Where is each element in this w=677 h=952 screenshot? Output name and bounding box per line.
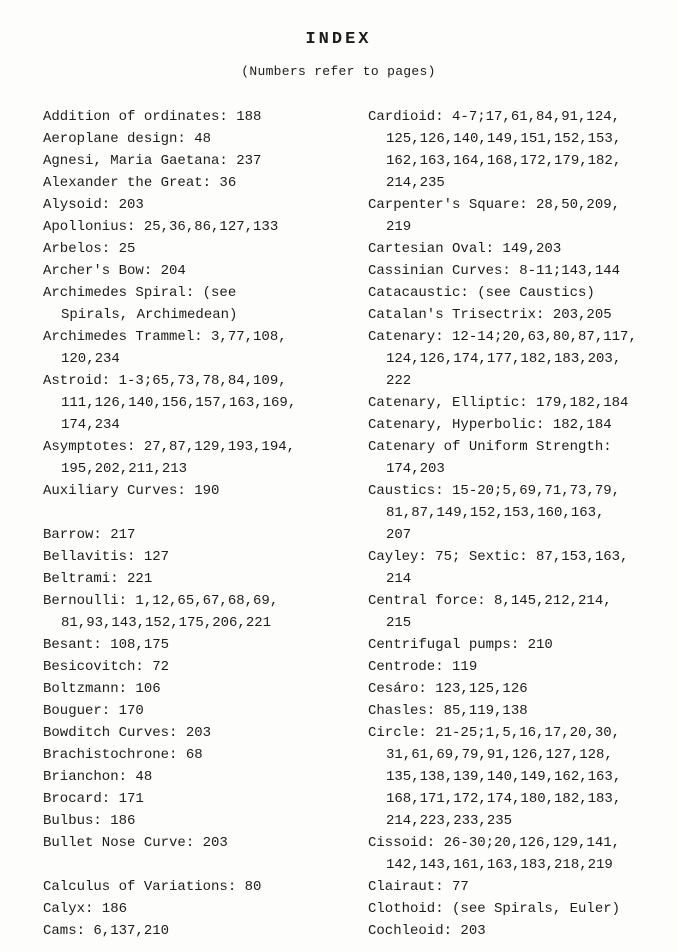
index-entry: Aeroplane design: 48	[43, 131, 212, 147]
index-entry: Agnesi, Maria Gaetana: 237	[43, 153, 262, 169]
index-entry: Cassinian Curves: 8-11;143,144	[368, 263, 621, 279]
index-entry: Brocard: 171	[43, 791, 144, 807]
index-entry: Archer's Bow: 204	[43, 263, 186, 279]
index-entry: Centrode: 119	[368, 659, 478, 675]
index-entry-continuation: 222	[386, 373, 412, 389]
index-entry: Besicovitch: 72	[43, 659, 170, 675]
index-entry-continuation: 124,126,174,177,182,183,203,	[386, 351, 622, 367]
index-entry: Bernoulli: 1,12,65,67,68,69,	[43, 593, 279, 609]
index-entry: Catenary, Elliptic: 179,182,184	[368, 395, 629, 411]
index-entry: Clairaut: 77	[368, 879, 469, 895]
index-entry: Auxiliary Curves: 190	[43, 483, 220, 499]
index-entry: Astroid: 1-3;65,73,78,84,109,	[43, 373, 287, 389]
index-entry: Carpenter's Square: 28,50,209,	[368, 197, 621, 213]
index-entry-continuation: 120,234	[61, 351, 120, 367]
index-entry-continuation: 219	[386, 219, 412, 235]
index-entry: Chasles: 85,119,138	[368, 703, 528, 719]
index-column-right	[368, 106, 668, 942]
index-entry: Bullet Nose Curve: 203	[43, 835, 228, 851]
index-entry: Bouguer: 170	[43, 703, 144, 719]
index-entry-continuation: 142,143,161,163,183,218,219	[386, 857, 613, 873]
index-entry: Circle: 21-25;1,5,16,17,20,30,	[368, 725, 621, 741]
index-entry: Calculus of Variations: 80	[43, 879, 262, 895]
index-entry-continuation: 207	[386, 527, 412, 543]
index-entry-continuation: 214,235	[386, 175, 445, 191]
index-entry: Beltrami: 221	[43, 571, 153, 587]
index-entry-continuation: 168,171,172,174,180,182,183,	[386, 791, 622, 807]
index-entry-continuation: 162,163,164,168,172,179,182,	[386, 153, 622, 169]
index-entry: Addition of ordinates: 188	[43, 109, 262, 125]
index-section-gap	[43, 854, 349, 876]
index-entry-continuation: 135,138,139,140,149,162,163,	[386, 769, 622, 785]
index-entry-continuation: 31,61,69,79,91,126,127,128,	[386, 747, 613, 763]
index-entry: Cayley: 75; Sextic: 87,153,163,	[368, 549, 629, 565]
index-entry: Brianchon: 48	[43, 769, 153, 785]
index-entry-continuation: 215	[386, 615, 412, 631]
index-entry: Catalan's Trisectrix: 203,205	[368, 307, 612, 323]
index-entry: Cochleoid: 203	[368, 923, 486, 939]
index-entry: Asymptotes: 27,87,129,193,194,	[43, 439, 296, 455]
index-entry: Boltzmann: 106	[43, 681, 161, 697]
index-entry-continuation: 214,223,233,235	[386, 813, 513, 829]
index-column-left	[43, 106, 349, 942]
page-title: INDEX	[305, 30, 372, 49]
index-entry: Caustics: 15-20;5,69,71,73,79,	[368, 483, 621, 499]
index-entry: Arbelos: 25	[43, 241, 136, 257]
page-subtitle: (Numbers refer to pages)	[241, 64, 436, 79]
index-entry: Alysoid: 203	[43, 197, 144, 213]
index-entry: Catenary, Hyperbolic: 182,184	[368, 417, 612, 433]
index-entry: Cartesian Oval: 149,203	[368, 241, 562, 257]
index-entry-continuation: 214	[386, 571, 412, 587]
index-entry: Catacaustic: (see Caustics)	[368, 285, 595, 301]
index-entry: Besant: 108,175	[43, 637, 170, 653]
index-entry: Catenary: 12-14;20,63,80,87,117,	[368, 329, 637, 345]
index-entry-continuation: 174,234	[61, 417, 120, 433]
index-entry: Brachistochrone: 68	[43, 747, 203, 763]
index-entry: Calyx: 186	[43, 901, 128, 917]
index-entry: Cardioid: 4-7;17,61,84,91,124,	[368, 109, 621, 125]
index-entry: Alexander the Great: 36	[43, 175, 237, 191]
index-entry-continuation: 174,203	[386, 461, 445, 477]
index-entry-continuation: 111,126,140,156,157,163,169,	[61, 395, 297, 411]
index-entry-continuation: Spirals, Archimedean)	[61, 307, 238, 323]
index-entry: Bulbus: 186	[43, 813, 136, 829]
index-entry: Apollonius: 25,36,86,127,133	[43, 219, 279, 235]
index-entry: Bellavitis: 127	[43, 549, 170, 565]
index-entry: Archimedes Spiral: (see	[43, 285, 237, 301]
index-entry-continuation: 81,93,143,152,175,206,221	[61, 615, 272, 631]
index-entry-continuation: 125,126,140,149,151,152,153,	[386, 131, 622, 147]
index-entry: Bowditch Curves: 203	[43, 725, 212, 741]
index-entry: Centrifugal pumps: 210	[368, 637, 553, 653]
index-entry: Catenary of Uniform Strength:	[368, 439, 612, 455]
index-entry: Barrow: 217	[43, 527, 136, 543]
index-entry: Cesáro: 123,125,126	[368, 681, 528, 697]
index-entry: Cissoid: 26-30;20,126,129,141,	[368, 835, 621, 851]
index-entry: Central force: 8,145,212,214,	[368, 593, 612, 609]
index-entry: Archimedes Trammel: 3,77,108,	[43, 329, 287, 345]
index-entry: Clothoid: (see Spirals, Euler)	[368, 901, 621, 917]
index-section-gap	[43, 502, 349, 524]
index-entry-continuation: 195,202,211,213	[61, 461, 188, 477]
index-entry-continuation: 81,87,149,152,153,160,163,	[386, 505, 605, 521]
index-entry: Cams: 6,137,210	[43, 923, 170, 939]
